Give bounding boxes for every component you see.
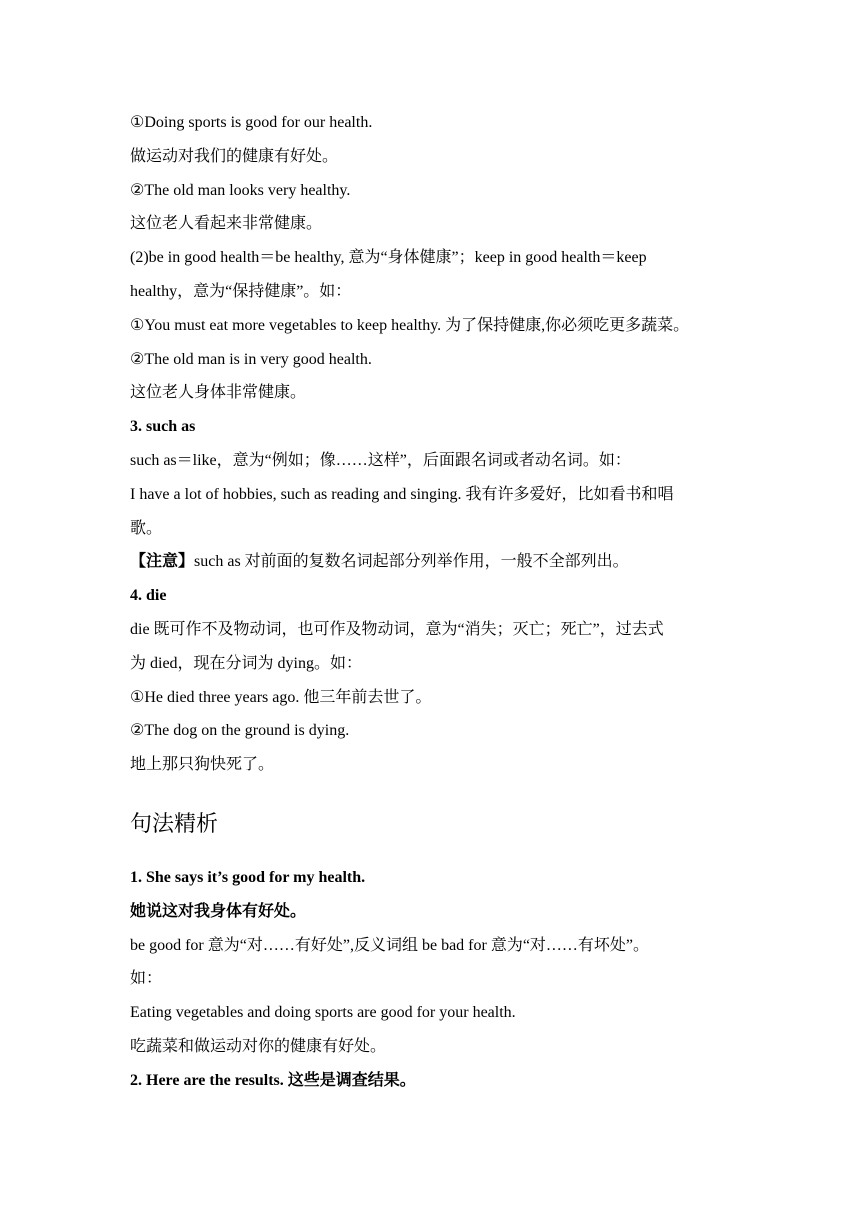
example-sentence: ②The old man is in very good health.: [130, 350, 372, 368]
explanation-line: 如：: [130, 970, 163, 988]
example-sentence: ①He died three years ago. 他三年前去世了。: [130, 688, 432, 706]
note-line: [130, 545, 750, 579]
translation-line: 这位老人看起来非常健康。: [130, 215, 323, 233]
example-sentence: ①Doing sports is good for our health.: [130, 114, 373, 131]
translation-line: 这位老人身体非常健康。: [130, 384, 307, 402]
key-sentence: 2. Here are the results. 这些是调查结果。: [130, 1071, 416, 1089]
note-text: such as 对前面的复数名词起部分列举作用，一般不全部列出。: [194, 553, 629, 571]
section-heading: 句法精析: [130, 811, 219, 837]
key-sentence: 1. She says it’s good for my health.: [130, 868, 366, 886]
point-title-such-as: 3. such as: [130, 418, 196, 436]
explanation-line: be good for 意为“对……有好处”,反义词组 be bad for 意为“对……有坏处”。: [130, 936, 650, 954]
point-title-die: 4. die: [130, 587, 167, 605]
example-sentence-continued: 歌。: [130, 519, 163, 537]
example-sentence: Eating vegetables and doing sports are good for your health.: [130, 1004, 516, 1022]
note-label: 【注意】: [130, 553, 195, 571]
explanation-line: (2)be in good health＝be healthy, 意为“身体健康”；keep in good health＝keep: [130, 249, 647, 267]
explanation-line: healthy，意为“保持健康”。如：: [130, 282, 352, 300]
example-sentence: ②The old man looks very healthy.: [130, 181, 351, 199]
key-sentence-translation: 她说这对我身体有好处。: [130, 902, 307, 920]
translation-line: 地上那只狗快死了。: [130, 756, 275, 774]
translation-line: 做运动对我们的健康有好处。: [130, 147, 339, 165]
explanation-line: 为 died，现在分词为 dying。如：: [130, 654, 362, 672]
explanation-line: such as＝like，意为“例如；像……这样”，后面跟名词或者动名词。如：: [130, 451, 631, 469]
explanation-line: die 既可作不及物动词，也可作及物动词，意为“消失；灭亡；死亡”，过去式: [130, 620, 664, 638]
example-sentence: I have a lot of hobbies, such as reading and singing. 我有许多爱好，比如看书和唱: [130, 485, 674, 503]
translation-line: 吃蔬菜和做运动对你的健康有好处。: [130, 1037, 387, 1055]
document-body: [130, 106, 750, 1098]
example-sentence: ①You must eat more vegetables to keep healthy. 为了保持健康,你必须吃更多蔬菜。: [130, 316, 690, 334]
example-sentence: ②The dog on the ground is dying.: [130, 722, 350, 740]
